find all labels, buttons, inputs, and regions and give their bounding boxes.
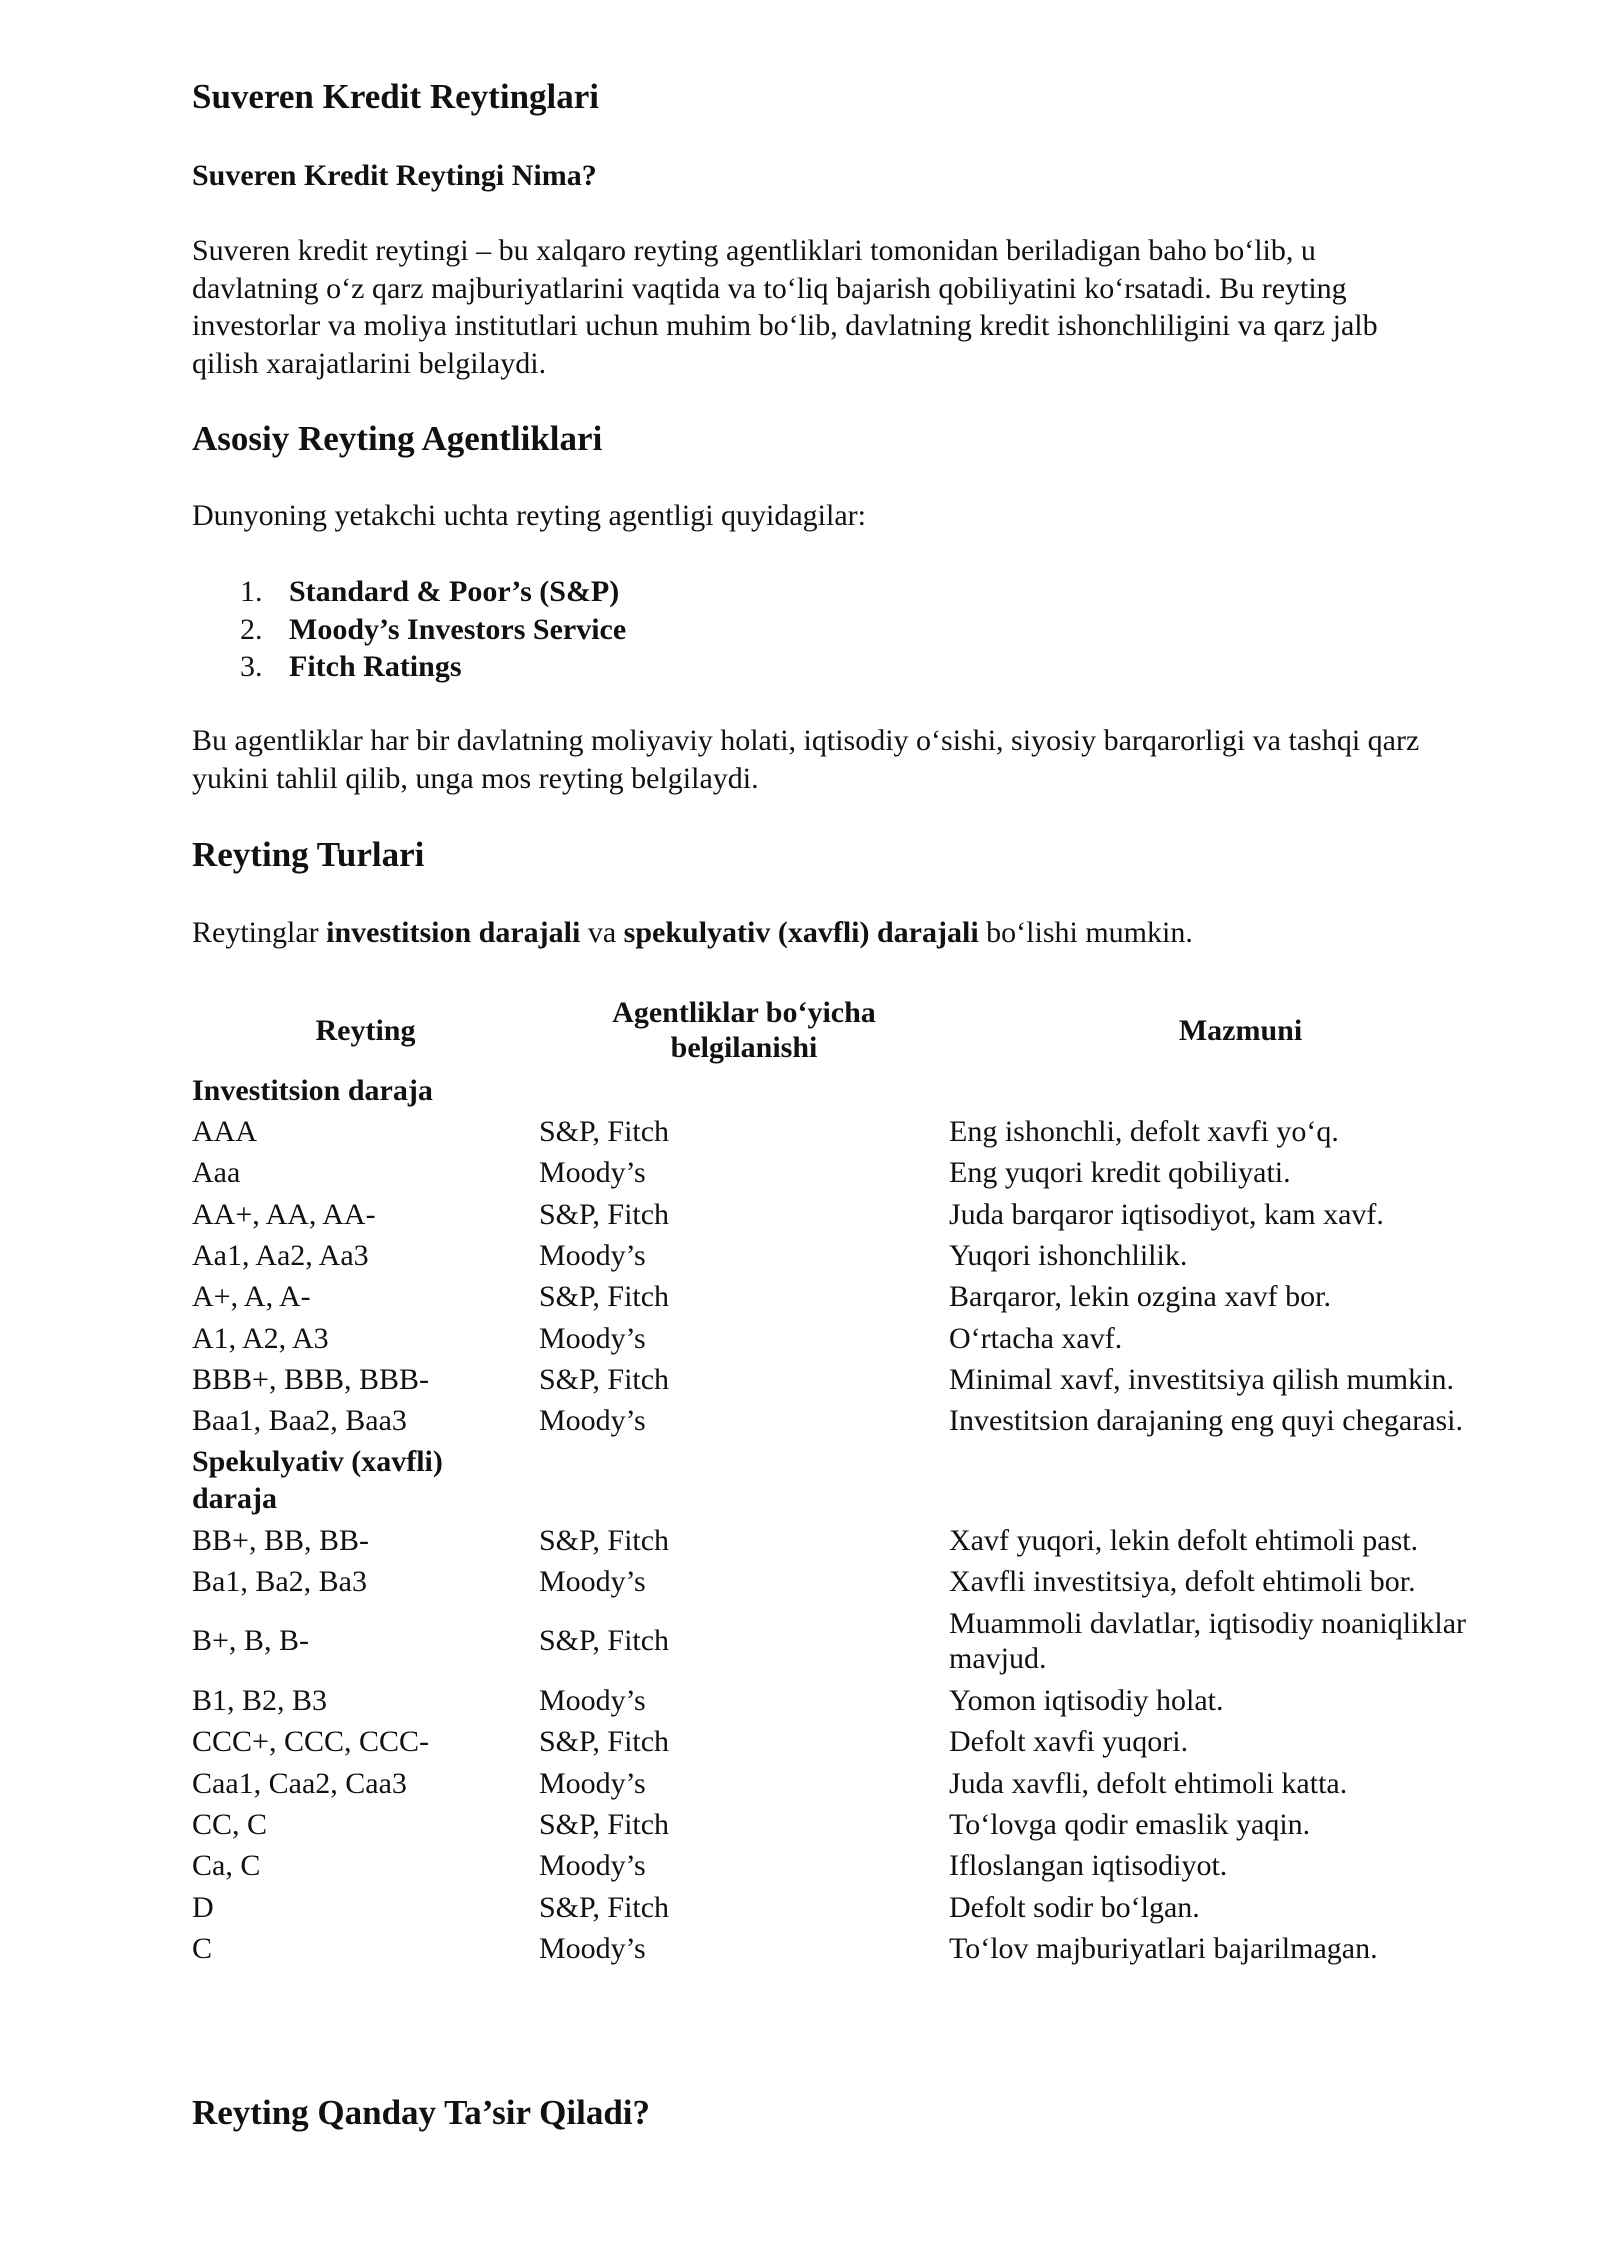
cell-rating: B1, B2, B3 (192, 1684, 328, 1718)
cell-agency: S&P, Fitch (539, 1890, 670, 1924)
cell-agency: Moody’s (539, 1931, 646, 1965)
cell-meaning: To‘lovga qodir emaslik yaqin. (949, 1808, 1311, 1841)
table-row (192, 1721, 1532, 1762)
cell-meaning: Eng yuqori kredit qobiliyati. (949, 1156, 1291, 1190)
agency-list (192, 573, 1522, 686)
agency-name: Moody’s Investors Service (289, 612, 627, 646)
table-row (192, 1561, 1532, 1602)
bold-term-investment: investitsion darajali (326, 916, 581, 949)
table-row (192, 1680, 1532, 1721)
table-body-speculative-a (192, 1519, 1532, 1602)
cell-rating: B+, B, B- (192, 1624, 309, 1658)
header-agency-line: belgilanishi (670, 1031, 818, 1064)
header-meaning: Mazmuni (1178, 1013, 1303, 1047)
section-heading-what-is: Suveren Kredit Reytingi Nima? (192, 159, 597, 192)
section-heading-impact: Reyting Qanday Ta’sir Qiladi? (192, 2093, 651, 2132)
list-item (192, 611, 1522, 649)
table-row (192, 1276, 1532, 1317)
cell-rating: Aa1, Aa2, Aa3 (192, 1239, 369, 1273)
cell-meaning: To‘lov majburiyatlari bajarilmagan. (949, 1931, 1378, 1965)
text-run: Reytinglar (192, 916, 327, 949)
table-row (192, 1886, 1532, 1927)
table-group-speculative (192, 1441, 1532, 1519)
cell-agency: Moody’s (539, 1156, 646, 1190)
agency-name: Standard & Poor’s (S&P) (289, 575, 620, 608)
cell-meaning: Eng ishonchli, defolt xavfi yo‘q. (949, 1115, 1339, 1149)
agency-name: Fitch Ratings (289, 650, 462, 683)
cell-agency: Moody’s (539, 1239, 646, 1273)
table-row (192, 1763, 1532, 1804)
cell-rating: BB+, BB, BB- (192, 1523, 369, 1557)
cell-rating: Ca, C (192, 1849, 261, 1883)
cell-meaning: Minimal xavf, investitsiya qilish mumkin. (949, 1362, 1454, 1396)
cell-rating: AAA (192, 1115, 257, 1149)
cell-meaning: Juda xavfli, defolt ehtimoli katta. (949, 1766, 1348, 1800)
cell-meaning: Barqaror, lekin ozgina xavf bor. (949, 1280, 1332, 1314)
cell-agency: S&P, Fitch (539, 1197, 670, 1231)
cell-rating: Baa1, Baa2, Baa3 (192, 1404, 407, 1438)
cell-agency: S&P, Fitch (539, 1808, 670, 1841)
text-run: bo‘lishi mumkin. (978, 916, 1193, 949)
table-row (192, 1845, 1532, 1886)
cell-agency: S&P, Fitch (539, 1115, 670, 1149)
table-header-row (192, 990, 1532, 1070)
cell-meaning: Yuqori ishonchlilik. (949, 1239, 1188, 1273)
table-group-investment: Investitsion daraja (192, 1074, 433, 1107)
cell-rating: CCC+, CCC, CCC- (192, 1725, 429, 1759)
text-run: va (580, 916, 624, 949)
cell-agency: S&P, Fitch (539, 1280, 670, 1314)
paragraph-line: qilish xarajatlarini belgilaydi. (192, 346, 547, 380)
cell-rating: CC, C (192, 1808, 268, 1841)
table-row (192, 1400, 1532, 1441)
cell-rating: A1, A2, A3 (192, 1321, 329, 1355)
cell-meaning: Defolt xavfi yuqori. (949, 1725, 1189, 1759)
table-row (192, 1111, 1532, 1152)
cell-agency: Moody’s (539, 1404, 646, 1438)
header-agency (539, 995, 949, 1065)
cell-rating: BBB+, BBB, BBB- (192, 1362, 429, 1396)
document-title: Suveren Kredit Reytinglari (192, 77, 600, 116)
rating-table (192, 990, 1532, 1969)
cell-agency: S&P, Fitch (539, 1362, 670, 1396)
table-row (192, 1235, 1532, 1276)
list-item (192, 648, 1522, 686)
cell-rating: Ba1, Ba2, Ba3 (192, 1564, 367, 1598)
cell-meaning: Xavfli investitsiya, defolt ehtimoli bor. (949, 1564, 1416, 1598)
table-row (192, 1317, 1532, 1358)
paragraph-line: Bu agentliklar har bir davlatning moliyaviy holati, iqtisodiy o‘sishi, siyosiy barqarorligi va tashqi qarz (192, 724, 1420, 757)
section-heading-rating-types: Reyting Turlari (192, 835, 425, 874)
cell-agency: Moody’s (539, 1321, 646, 1355)
cell-meaning: Xavf yuqori, lekin defolt ehtimoli past. (949, 1523, 1419, 1557)
table-row (192, 1519, 1532, 1560)
paragraph-line: davlatning o‘z qarz majburiyatlarini vaqtida va to‘liq bajarish qobiliyatini ko‘rsatadi. Bu reyting (192, 271, 1347, 305)
cell-rating: Caa1, Caa2, Caa3 (192, 1766, 407, 1800)
cell-agency: Moody’s (539, 1766, 646, 1800)
cell-rating: D (192, 1890, 214, 1924)
paragraph-rating-types (192, 914, 1522, 952)
cell-agency: Moody’s (539, 1564, 646, 1598)
table-row (192, 1359, 1532, 1400)
table-row (192, 1194, 1532, 1235)
cell-meaning (949, 1606, 1532, 1676)
group-label-line: Spekulyativ (xavfli) (192, 1445, 443, 1479)
cell-meaning: Yomon iqtisodiy holat. (949, 1684, 1224, 1718)
cell-meaning: Defolt sodir bo‘lgan. (949, 1890, 1200, 1924)
cell-agency: S&P, Fitch (539, 1725, 670, 1759)
cell-agency: S&P, Fitch (539, 1624, 670, 1658)
paragraph-agencies-intro: Dunyoning yetakchi uchta reyting agentligi quyidagilar: (192, 499, 866, 532)
section-heading-agencies: Asosiy Reyting Agentliklari (192, 419, 603, 458)
cell-agency: Moody’s (539, 1849, 646, 1883)
table-row (192, 1928, 1532, 1969)
cell-agency: S&P, Fitch (539, 1523, 670, 1557)
table-body-speculative-b (192, 1680, 1532, 1969)
table-body-investment (192, 1111, 1532, 1441)
paragraph-agencies-analysis (192, 722, 1522, 797)
cell-meaning: Ifloslangan iqtisodiyot. (949, 1849, 1228, 1883)
cell-meaning-line: mavjud. (949, 1641, 1047, 1675)
group-label-line: daraja (192, 1482, 277, 1516)
paragraph-line: Suveren kredit reytingi – bu xalqaro reyting agentliklari tomonidan beriladigan baho bo‘lib, u (192, 234, 1316, 267)
list-number: 1. (240, 575, 263, 608)
table-row (192, 1804, 1532, 1845)
header-agency-line: Agentliklar bo‘yicha (612, 996, 876, 1029)
cell-meaning: O‘rtacha xavf. (949, 1321, 1123, 1355)
cell-rating: AA+, AA, AA- (192, 1197, 376, 1231)
table-row (192, 1152, 1532, 1193)
list-item (192, 573, 1522, 611)
header-rating: Reyting (315, 1013, 416, 1047)
cell-rating: A+, A, A- (192, 1280, 311, 1314)
cell-rating: C (192, 1931, 213, 1965)
paragraph-line: yukini tahlil qilib, unga mos reyting belgilaydi. (192, 761, 759, 795)
paragraph-line: investorlar va moliya institutlari uchun muhim bo‘lib, davlatning kredit ishonchliligini va qarz jalb (192, 309, 1378, 342)
list-number: 2. (240, 612, 263, 646)
table-row (192, 1602, 1532, 1680)
list-number: 3. (240, 650, 263, 683)
cell-agency: Moody’s (539, 1684, 646, 1718)
bold-term-speculative: spekulyativ (xavfli) darajali (623, 916, 979, 949)
paragraph-definition (192, 232, 1522, 382)
cell-meaning: Investitsion darajaning eng quyi chegarasi. (949, 1404, 1464, 1438)
cell-meaning: Juda barqaror iqtisodiyot, kam xavf. (949, 1197, 1384, 1231)
cell-rating: Aaa (192, 1156, 241, 1190)
cell-meaning-line: Muammoli davlatlar, iqtisodiy noaniqliklar (949, 1606, 1467, 1640)
